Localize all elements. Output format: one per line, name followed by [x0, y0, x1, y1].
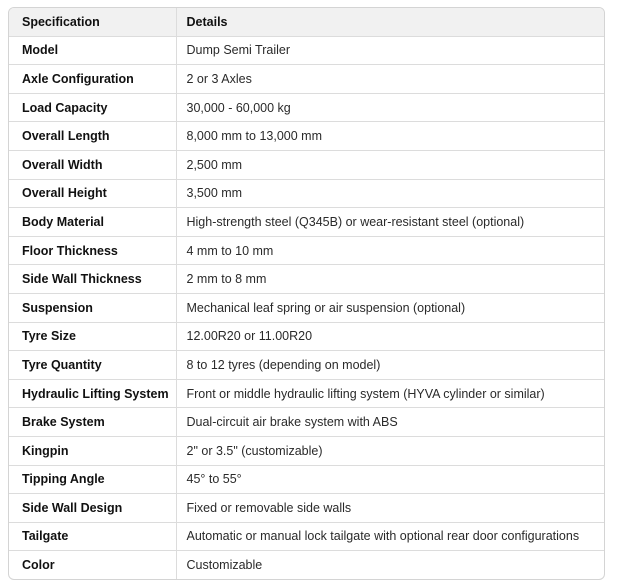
table-header — [9, 8, 604, 36]
spec-detail: 45° to 55° — [176, 465, 604, 494]
spec-detail: 8 to 12 tyres (depending on model) — [176, 351, 604, 380]
spec-name: Body Material — [9, 208, 176, 237]
table-row — [9, 265, 604, 294]
spec-name: Tailgate — [9, 522, 176, 551]
spec-name: Color — [22, 558, 55, 573]
spec-table — [9, 8, 604, 579]
spec-name: Tyre Quantity — [9, 351, 176, 380]
spec-detail: 2 or 3 Axles — [176, 65, 604, 94]
spec-name: Hydraulic Lifting System — [9, 379, 176, 408]
spec-name: Overall Length — [9, 122, 176, 151]
spec-name: Brake System — [9, 408, 176, 437]
table-row — [9, 408, 604, 437]
table-row — [9, 465, 604, 494]
table-row — [9, 36, 604, 65]
header-specification: Specification — [9, 8, 176, 36]
spec-detail: 8,000 mm to 13,000 mm — [176, 122, 604, 151]
table-row — [9, 551, 604, 579]
spec-name: Side Wall Design — [9, 494, 176, 523]
table-row — [9, 122, 604, 151]
spec-detail: 4 mm to 10 mm — [176, 236, 604, 265]
spec-detail: Dump Semi Trailer — [176, 36, 604, 65]
header-details: Details — [176, 8, 604, 36]
spec-table-container — [8, 7, 605, 580]
spec-name: Suspension — [9, 293, 176, 322]
table-row — [9, 522, 604, 551]
spec-name: Side Wall Thickness — [9, 265, 176, 294]
spec-name: Tyre Size — [9, 322, 176, 351]
spec-name: Floor Thickness — [9, 236, 176, 265]
table-row — [9, 322, 604, 351]
table-row — [9, 208, 604, 237]
spec-detail: Automatic or manual lock tailgate with optional rear door configurations — [176, 522, 604, 551]
spec-name: Overall Width — [9, 150, 176, 179]
table-row — [9, 436, 604, 465]
spec-detail: 2 mm to 8 mm — [176, 265, 604, 294]
spec-name: Model — [9, 36, 176, 65]
spec-detail: 30,000 - 60,000 kg — [176, 93, 604, 122]
spec-detail: 2,500 mm — [176, 150, 604, 179]
spec-detail: Front or middle hydraulic lifting system (HYVA cylinder or similar) — [176, 379, 604, 408]
table-row — [9, 150, 604, 179]
spec-detail: Customizable — [176, 551, 604, 579]
spec-detail: Dual-circuit air brake system with ABS — [176, 408, 604, 437]
spec-name: Tipping Angle — [9, 465, 176, 494]
table-row — [9, 494, 604, 523]
table-row — [9, 236, 604, 265]
spec-detail: 2" or 3.5" (customizable) — [176, 436, 604, 465]
table-row — [9, 379, 604, 408]
table-row — [9, 93, 604, 122]
spec-name: Overall Height — [9, 179, 176, 208]
table-row — [9, 351, 604, 380]
spec-name: Axle Configuration — [9, 65, 176, 94]
spec-detail: Fixed or removable side walls — [176, 494, 604, 523]
spec-detail: 12.00R20 or 11.00R20 — [176, 322, 604, 351]
spec-detail: 3,500 mm — [176, 179, 604, 208]
spec-name: Kingpin — [9, 436, 176, 465]
header-row — [9, 8, 604, 36]
table-row — [9, 293, 604, 322]
spec-detail: High-strength steel (Q345B) or wear-resistant steel (optional) — [176, 208, 604, 237]
table-body — [9, 36, 604, 579]
spec-detail: Mechanical leaf spring or air suspension (optional) — [176, 293, 604, 322]
spec-name: Load Capacity — [9, 93, 176, 122]
table-row — [9, 179, 604, 208]
table-row — [9, 65, 604, 94]
